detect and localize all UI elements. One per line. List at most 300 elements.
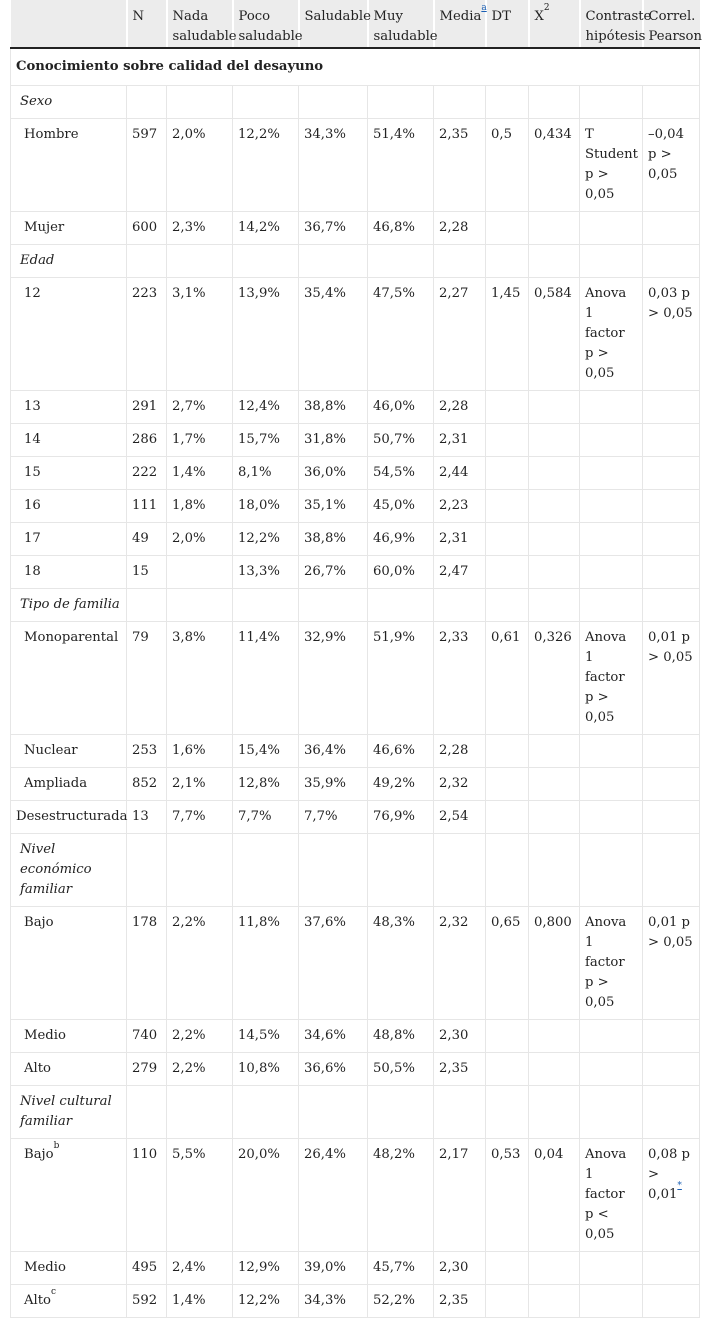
- cell-media: [434, 424, 486, 457]
- cell-dt: [486, 1285, 529, 1318]
- cell-poco: [233, 212, 299, 245]
- cell-poco: [233, 490, 299, 523]
- cell-muy-text: 46,6%: [373, 743, 415, 758]
- cell-media-text: 2,30: [439, 1260, 469, 1275]
- cell-correl: [643, 801, 700, 834]
- cell-dt-text: 0,61: [491, 630, 521, 645]
- group-row: [11, 86, 700, 119]
- header-correl: Correl. Pearson: [643, 0, 700, 48]
- cell-contraste: [580, 768, 643, 801]
- cell-nada-text: 2,7%: [172, 399, 206, 414]
- cell-saludable-text: 26,4%: [304, 1147, 346, 1162]
- cell-nada-text: 1,4%: [172, 1293, 206, 1308]
- cell-n-text: 253: [132, 743, 158, 758]
- cell-media-text: 2,35: [439, 1293, 469, 1308]
- cell-x2: [529, 622, 580, 735]
- cell-contraste: [580, 119, 643, 212]
- cell-n: [127, 1053, 167, 1086]
- cell-n: [127, 424, 167, 457]
- cell-saludable-text: 35,4%: [304, 286, 346, 301]
- cell-media-text: 2,32: [439, 915, 469, 930]
- row-label: [11, 1285, 127, 1318]
- empty-cell: [434, 245, 486, 278]
- cell-n-text: 79: [132, 630, 149, 645]
- cell-muy-text: 46,0%: [373, 399, 415, 414]
- empty-cell: [529, 245, 580, 278]
- row-label-text: Desestructurada: [16, 809, 128, 824]
- empty-cell: [167, 834, 233, 907]
- header-row: [11, 0, 700, 48]
- table-row: [11, 1285, 700, 1318]
- empty-cell: [233, 1086, 299, 1139]
- cell-poco-text: 13,9%: [238, 286, 280, 301]
- cell-x2: [529, 212, 580, 245]
- empty-cell: [434, 834, 486, 907]
- row-label-text: Nuclear: [24, 743, 78, 758]
- cell-muy: [368, 556, 434, 589]
- empty-cell: [580, 86, 643, 119]
- table-row: [11, 907, 700, 1020]
- footnote-star-link[interactable]: *: [677, 1180, 682, 1191]
- cell-x2-text: 0,584: [534, 286, 572, 301]
- empty-cell: [486, 245, 529, 278]
- cell-muy-text: 46,8%: [373, 220, 415, 235]
- row-label-text: 18: [24, 564, 41, 579]
- cell-correl: [643, 457, 700, 490]
- cell-muy: [368, 424, 434, 457]
- cell-poco: [233, 1252, 299, 1285]
- header-n: N: [127, 0, 167, 48]
- cell-muy: [368, 391, 434, 424]
- cell-x2-text: 0,800: [534, 915, 572, 930]
- empty-cell: [486, 589, 529, 622]
- cell-dt: [486, 622, 529, 735]
- cell-dt-text: 0,53: [491, 1147, 521, 1162]
- empty-cell: [486, 834, 529, 907]
- group-label: Nivel económico familiar: [11, 834, 127, 907]
- cell-saludable: [299, 1252, 368, 1285]
- cell-correl: [643, 212, 700, 245]
- cell-poco: [233, 1285, 299, 1318]
- row-label-text: Alto: [24, 1061, 51, 1076]
- empty-cell: [580, 1086, 643, 1139]
- empty-cell: [299, 86, 368, 119]
- cell-poco: [233, 119, 299, 212]
- cell-poco: [233, 523, 299, 556]
- cell-media-text: 2,30: [439, 1028, 469, 1043]
- cell-poco: [233, 735, 299, 768]
- cell-nada-text: 2,2%: [172, 1028, 206, 1043]
- row-label-text: 17: [24, 531, 41, 546]
- cell-muy-text: 46,9%: [373, 531, 415, 546]
- cell-dt: [486, 212, 529, 245]
- cell-dt: [486, 768, 529, 801]
- cell-poco: [233, 424, 299, 457]
- cell-media-text: 2,35: [439, 127, 469, 142]
- empty-cell: [529, 834, 580, 907]
- empty-cell: [127, 1086, 167, 1139]
- cell-poco: [233, 622, 299, 735]
- cell-saludable: [299, 622, 368, 735]
- cell-correl-text: 0,03 p > 0,05: [648, 286, 693, 321]
- cell-saludable-text: 38,8%: [304, 399, 346, 414]
- cell-saludable-text: 36,6%: [304, 1061, 346, 1076]
- empty-cell: [233, 86, 299, 119]
- cell-media: [434, 1252, 486, 1285]
- cell-muy-text: 48,3%: [373, 915, 415, 930]
- table-row: [11, 1020, 700, 1053]
- cell-n: [127, 1020, 167, 1053]
- cell-x2: [529, 1053, 580, 1086]
- cell-nada: [167, 1252, 233, 1285]
- cell-x2: [529, 907, 580, 1020]
- cell-contraste: [580, 1252, 643, 1285]
- row-label: [11, 457, 127, 490]
- empty-cell: [580, 589, 643, 622]
- cell-saludable: [299, 490, 368, 523]
- cell-saludable: [299, 907, 368, 1020]
- cell-dt: [486, 735, 529, 768]
- cell-correl-text: 0,08 p > 0,01: [648, 1147, 690, 1202]
- cell-n: [127, 1285, 167, 1318]
- cell-saludable-text: 35,9%: [304, 776, 346, 791]
- cell-media-text: 2,23: [439, 498, 469, 513]
- cell-dt: [486, 424, 529, 457]
- row-label-text: Medio: [24, 1028, 66, 1043]
- cell-correl: [643, 119, 700, 212]
- table-row: [11, 1139, 700, 1252]
- cell-correl-text: 0,01 p > 0,05: [648, 915, 693, 950]
- cell-muy-text: 45,7%: [373, 1260, 415, 1275]
- cell-muy-text: 45,0%: [373, 498, 415, 513]
- cell-nada-text: 3,8%: [172, 630, 206, 645]
- cell-muy: [368, 457, 434, 490]
- group-label: Edad: [11, 245, 127, 278]
- empty-cell: [529, 1086, 580, 1139]
- cell-muy: [368, 1285, 434, 1318]
- cell-nada-text: 2,3%: [172, 220, 206, 235]
- cell-contraste: [580, 391, 643, 424]
- cell-muy: [368, 1020, 434, 1053]
- cell-saludable: [299, 735, 368, 768]
- cell-n-text: 600: [132, 220, 158, 235]
- cell-media-text: 2,31: [439, 531, 469, 546]
- cell-muy: [368, 622, 434, 735]
- cell-correl: [643, 278, 700, 391]
- empty-cell: [127, 245, 167, 278]
- cell-media: [434, 735, 486, 768]
- cell-saludable-text: 37,6%: [304, 915, 346, 930]
- cell-n-text: 279: [132, 1061, 158, 1076]
- cell-contraste-text: T Student p > 0,05: [585, 127, 638, 202]
- row-label: [11, 622, 127, 735]
- cell-x2-text: 0,04: [534, 1147, 564, 1162]
- row-label-text: 13: [24, 399, 41, 414]
- cell-x2: [529, 1139, 580, 1252]
- row-label-sup: b: [53, 1140, 60, 1151]
- table-row: [11, 424, 700, 457]
- cell-nada: [167, 735, 233, 768]
- table-row: [11, 278, 700, 391]
- cell-n-text: 49: [132, 531, 149, 546]
- cell-media: [434, 119, 486, 212]
- cell-x2: [529, 424, 580, 457]
- cell-poco-text: 10,8%: [238, 1061, 280, 1076]
- cell-saludable-text: 34,6%: [304, 1028, 346, 1043]
- cell-n-text: 222: [132, 465, 158, 480]
- cell-media: [434, 907, 486, 1020]
- cell-muy-text: 60,0%: [373, 564, 415, 579]
- group-row: [11, 1086, 700, 1139]
- cell-poco-text: 11,4%: [238, 630, 280, 645]
- cell-contraste: [580, 556, 643, 589]
- cell-media-text: 2,28: [439, 220, 469, 235]
- header-chi-square: [529, 0, 580, 48]
- row-label: [11, 1139, 127, 1252]
- header-dt: DT: [486, 0, 529, 48]
- cell-nada: [167, 490, 233, 523]
- cell-muy-text: 51,9%: [373, 630, 415, 645]
- cell-dt: [486, 119, 529, 212]
- cell-nada-text: 7,7%: [172, 809, 206, 824]
- cell-saludable-text: 38,8%: [304, 531, 346, 546]
- cell-saludable: [299, 1020, 368, 1053]
- cell-n: [127, 1252, 167, 1285]
- cell-contraste: [580, 457, 643, 490]
- cell-poco: [233, 457, 299, 490]
- cell-muy: [368, 1252, 434, 1285]
- empty-cell: [233, 834, 299, 907]
- cell-n: [127, 523, 167, 556]
- cell-nada-text: 1,7%: [172, 432, 206, 447]
- table-row: [11, 490, 700, 523]
- cell-contraste-text: Anova 1 factor p > 0,05: [585, 630, 627, 725]
- cell-contraste: [580, 278, 643, 391]
- cell-nada: [167, 622, 233, 735]
- cell-media: [434, 391, 486, 424]
- cell-poco-text: 15,7%: [238, 432, 280, 447]
- row-label-text: Monoparental: [24, 630, 119, 645]
- cell-saludable-text: 34,3%: [304, 127, 346, 142]
- empty-cell: [127, 834, 167, 907]
- empty-cell: [127, 86, 167, 119]
- cell-nada: [167, 907, 233, 1020]
- empty-cell: [434, 589, 486, 622]
- cell-nada: [167, 212, 233, 245]
- cell-contraste: [580, 212, 643, 245]
- cell-media: [434, 457, 486, 490]
- cell-saludable-text: 35,1%: [304, 498, 346, 513]
- row-label-text: 16: [24, 498, 41, 513]
- cell-correl: [643, 622, 700, 735]
- cell-saludable: [299, 556, 368, 589]
- row-label-text: 12: [24, 286, 41, 301]
- cell-media: [434, 768, 486, 801]
- header-x2-sup: 2: [543, 2, 550, 13]
- header-x2-text: X: [534, 9, 544, 24]
- cell-nada-text: 1,6%: [172, 743, 206, 758]
- cell-nada: [167, 523, 233, 556]
- cell-nada: [167, 424, 233, 457]
- breakfast-knowledge-table: [10, 0, 700, 1318]
- footnote-a-link[interactable]: a: [481, 2, 487, 13]
- cell-saludable: [299, 1053, 368, 1086]
- row-label-text: 15: [24, 465, 41, 480]
- cell-x2-text: 0,434: [534, 127, 572, 142]
- empty-cell: [643, 245, 700, 278]
- cell-nada-text: 3,1%: [172, 286, 206, 301]
- cell-x2: [529, 490, 580, 523]
- cell-muy-text: 47,5%: [373, 286, 415, 301]
- cell-nada-text: 2,2%: [172, 1061, 206, 1076]
- cell-dt: [486, 490, 529, 523]
- group-label: Sexo: [11, 86, 127, 119]
- empty-cell: [368, 245, 434, 278]
- cell-n: [127, 212, 167, 245]
- empty-cell: [233, 589, 299, 622]
- cell-nada: [167, 391, 233, 424]
- cell-poco-text: 12,2%: [238, 127, 280, 142]
- cell-muy-text: 76,9%: [373, 809, 415, 824]
- cell-correl-text: 0,01 p > 0,05: [648, 630, 693, 665]
- cell-n-text: 852: [132, 776, 158, 791]
- cell-contraste: [580, 1285, 643, 1318]
- cell-media: [434, 622, 486, 735]
- cell-media: [434, 1285, 486, 1318]
- empty-cell: [167, 589, 233, 622]
- cell-correl: [643, 1139, 700, 1252]
- cell-nada: [167, 1053, 233, 1086]
- table-row: [11, 1053, 700, 1086]
- cell-media: [434, 490, 486, 523]
- header-media-text: Media: [439, 9, 482, 24]
- cell-media: [434, 1053, 486, 1086]
- empty-cell: [299, 834, 368, 907]
- cell-n-text: 592: [132, 1293, 158, 1308]
- empty-cell: [580, 834, 643, 907]
- cell-media-text: 2,28: [439, 399, 469, 414]
- cell-muy-text: 49,2%: [373, 776, 415, 791]
- header-nada-saludable: Nada saludable: [167, 0, 233, 48]
- cell-poco-text: 12,2%: [238, 1293, 280, 1308]
- row-label: [11, 391, 127, 424]
- cell-dt: [486, 1139, 529, 1252]
- table-body: [11, 48, 700, 1318]
- empty-cell: [368, 834, 434, 907]
- cell-n-text: 291: [132, 399, 158, 414]
- row-label: [11, 768, 127, 801]
- group-label: Tipo de familia: [11, 589, 127, 622]
- empty-cell: [580, 245, 643, 278]
- cell-saludable-text: 39,0%: [304, 1260, 346, 1275]
- cell-x2: [529, 391, 580, 424]
- empty-cell: [299, 1086, 368, 1139]
- cell-poco-text: 15,4%: [238, 743, 280, 758]
- cell-contraste: [580, 801, 643, 834]
- empty-cell: [127, 589, 167, 622]
- cell-saludable: [299, 212, 368, 245]
- cell-muy-text: 50,7%: [373, 432, 415, 447]
- cell-n: [127, 801, 167, 834]
- cell-poco: [233, 1053, 299, 1086]
- table-row: [11, 119, 700, 212]
- cell-saludable: [299, 119, 368, 212]
- group-row: [11, 834, 700, 907]
- cell-saludable: [299, 523, 368, 556]
- cell-muy: [368, 907, 434, 1020]
- cell-muy: [368, 1053, 434, 1086]
- cell-saludable-text: 36,7%: [304, 220, 346, 235]
- cell-muy: [368, 735, 434, 768]
- cell-muy: [368, 801, 434, 834]
- cell-dt: [486, 391, 529, 424]
- cell-saludable-text: 31,8%: [304, 432, 346, 447]
- row-label: [11, 278, 127, 391]
- cell-poco: [233, 1020, 299, 1053]
- cell-poco-text: 7,7%: [238, 809, 272, 824]
- cell-dt-text: 0,65: [491, 915, 521, 930]
- cell-x2: [529, 523, 580, 556]
- cell-media-text: 2,44: [439, 465, 469, 480]
- cell-media-text: 2,47: [439, 564, 469, 579]
- cell-correl: [643, 391, 700, 424]
- cell-poco-text: 8,1%: [238, 465, 272, 480]
- cell-nada: [167, 556, 233, 589]
- cell-x2: [529, 119, 580, 212]
- empty-cell: [529, 589, 580, 622]
- cell-muy: [368, 212, 434, 245]
- cell-nada: [167, 278, 233, 391]
- cell-nada-text: 2,2%: [172, 915, 206, 930]
- row-label: [11, 801, 127, 834]
- cell-dt: [486, 1020, 529, 1053]
- table-row: [11, 212, 700, 245]
- cell-muy: [368, 1139, 434, 1252]
- cell-media-text: 2,17: [439, 1147, 469, 1162]
- cell-saludable: [299, 424, 368, 457]
- cell-x2: [529, 556, 580, 589]
- table-row: [11, 801, 700, 834]
- row-label: [11, 523, 127, 556]
- header-media: [434, 0, 486, 48]
- cell-media-text: 2,31: [439, 432, 469, 447]
- cell-saludable-text: 26,7%: [304, 564, 346, 579]
- empty-cell: [167, 245, 233, 278]
- cell-contraste: [580, 1139, 643, 1252]
- row-label-sup: c: [50, 1286, 57, 1297]
- cell-x2: [529, 278, 580, 391]
- cell-n-text: 740: [132, 1028, 158, 1043]
- cell-muy-text: 54,5%: [373, 465, 415, 480]
- cell-n-text: 223: [132, 286, 158, 301]
- table-row: [11, 523, 700, 556]
- row-label: [11, 424, 127, 457]
- cell-contraste: [580, 622, 643, 735]
- empty-cell: [368, 589, 434, 622]
- cell-n-text: 178: [132, 915, 158, 930]
- cell-correl: [643, 1020, 700, 1053]
- empty-cell: [167, 86, 233, 119]
- row-label: [11, 212, 127, 245]
- row-label-text: Bajo: [24, 915, 54, 930]
- cell-poco: [233, 278, 299, 391]
- cell-n: [127, 119, 167, 212]
- cell-media: [434, 1020, 486, 1053]
- row-label-text: Hombre: [24, 127, 79, 142]
- cell-nada-text: 2,0%: [172, 127, 206, 142]
- cell-media: [434, 212, 486, 245]
- empty-cell: [434, 1086, 486, 1139]
